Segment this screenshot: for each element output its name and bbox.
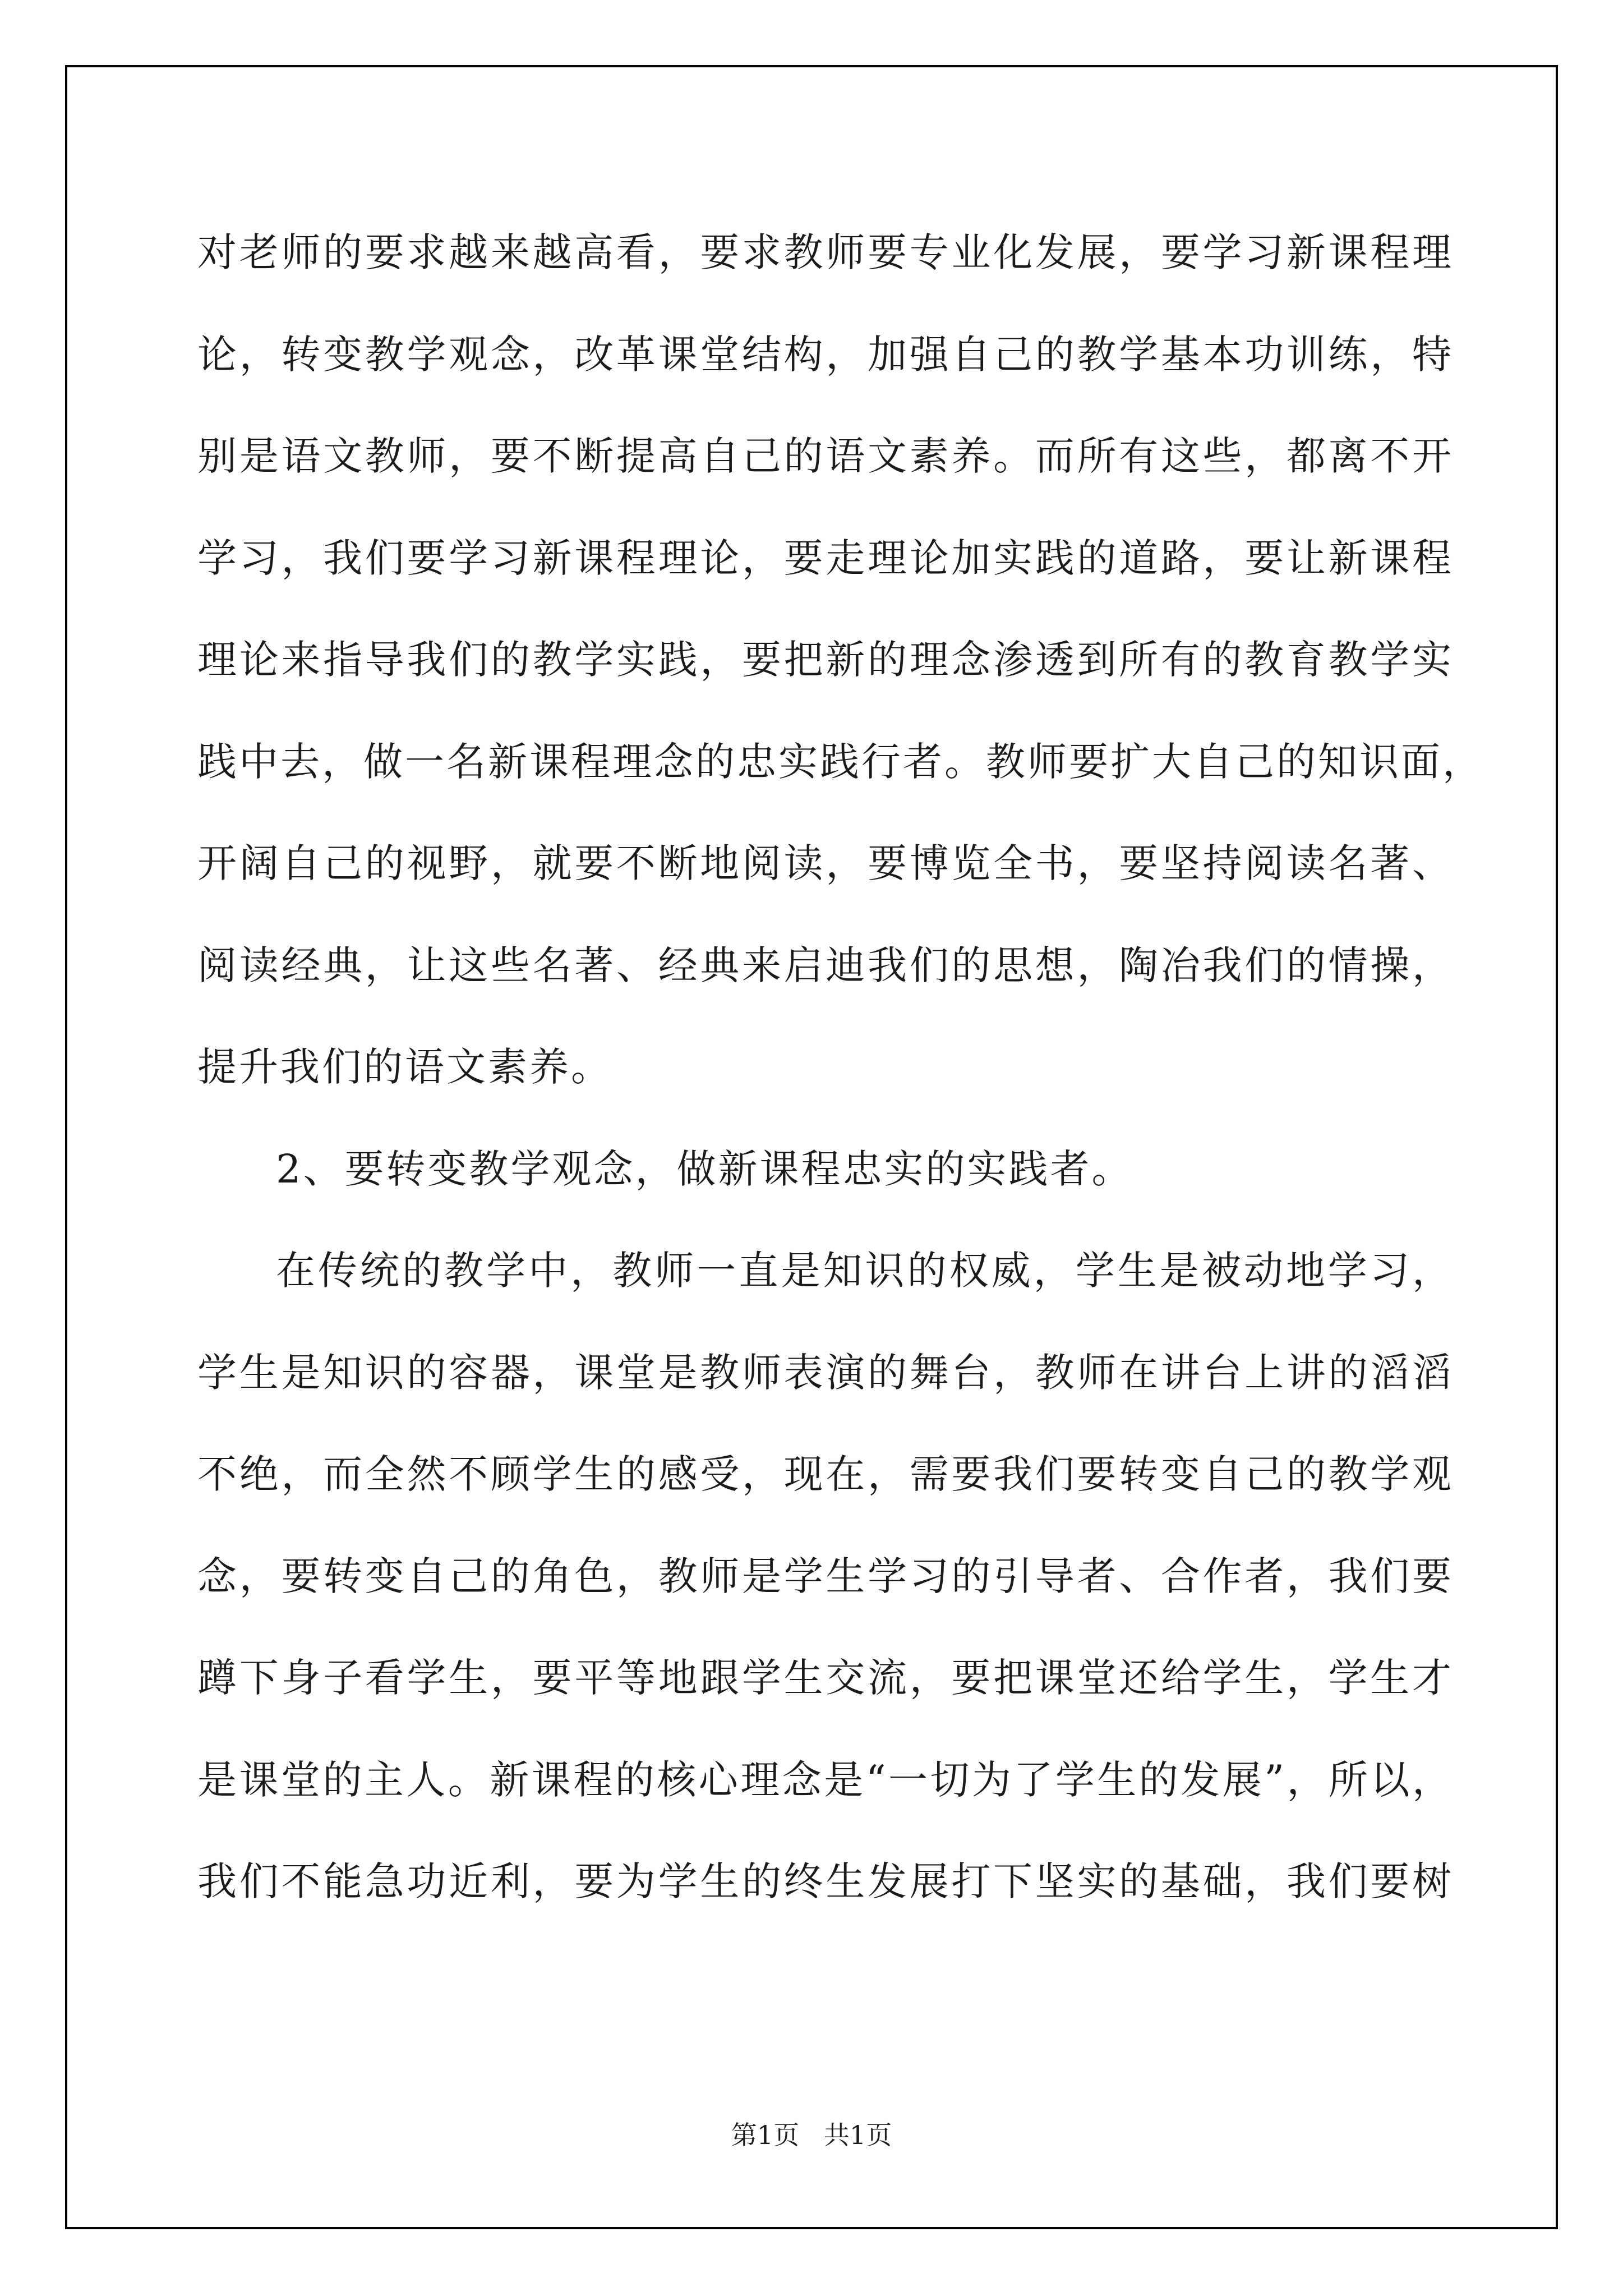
page-number-footer: 第1页 共1页 (731, 2120, 892, 2150)
text-line: 学生是知识的容器，课堂是教师表演的舞台，教师在讲台上讲的滔滔 (197, 1349, 1454, 1396)
section-heading: 2、要转变教学观念，做新课程忠实的实践者。 (276, 1145, 1133, 1192)
text-line: 不绝，而全然不顾学生的感受，现在，需要我们要转变自己的教学观 (197, 1451, 1454, 1497)
text-line: 蹲下身子看学生，要平等地跟学生交流，要把课堂还给学生，学生才 (197, 1655, 1454, 1701)
document-body (197, 202, 1484, 1933)
text-line: 学习，我们要学习新课程理论，要走理论加实践的道路，要让新课程 (197, 535, 1454, 581)
text-line: 我们不能急功近利，要为学生的终生发展打下坚实的基础，我们要树 (197, 1858, 1454, 1904)
text-line: 阅读经典，让这些名著、经典来启迪我们的思想，陶冶我们的情操， (197, 942, 1454, 988)
text-line: 是课堂的主人。新课程的核心理念是“一切为了学生的发展”，所以， (197, 1756, 1454, 1803)
text-line: 践中去，做一名新课程理念的忠实践行者。教师要扩大自己的知识面， (197, 738, 1484, 785)
text-line: 对老师的要求越来越高看，要求教师要专业化发展，要学习新课程理 (197, 229, 1454, 275)
text-line: 别是语文教师，要不断提高自己的语文素养。而所有这些，都离不开 (197, 433, 1454, 479)
text-line: 开阔自己的视野，就要不断地阅读，要博览全书，要坚持阅读名著、 (197, 840, 1454, 886)
text-line: 在传统的教学中，教师一直是知识的权威，学生是被动地学习， (276, 1248, 1454, 1294)
text-line: 提升我们的语文素养。 (197, 1044, 612, 1090)
text-line: 论，转变教学观念，改革课堂结构，加强自己的教学基本功训练，特 (197, 331, 1454, 378)
text-line: 理论来指导我们的教学实践，要把新的理念渗透到所有的教育教学实 (197, 637, 1454, 683)
text-line: 念，要转变自己的角色，教师是学生学习的引导者、合作者，我们要 (197, 1553, 1454, 1599)
